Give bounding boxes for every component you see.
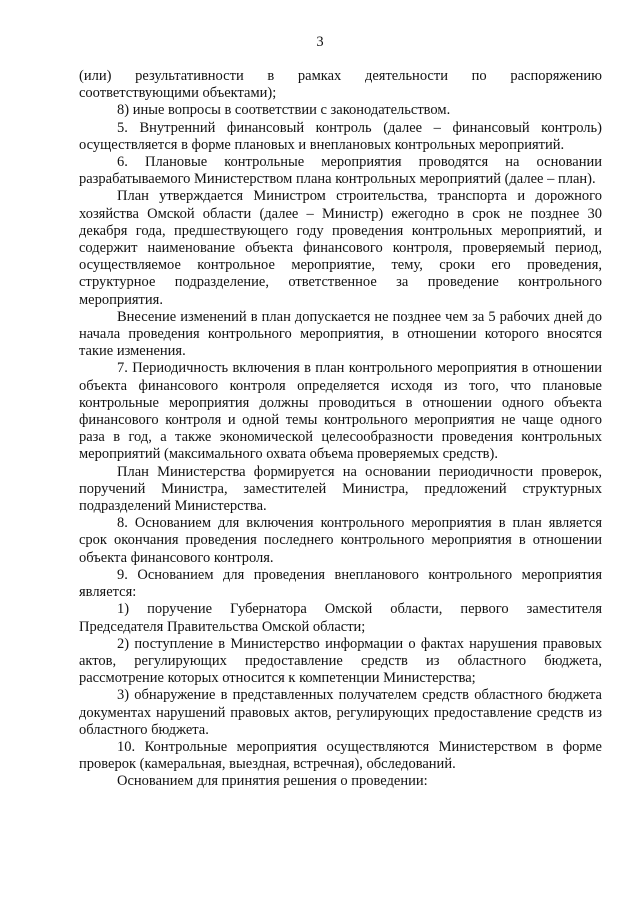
paragraph-plan-formation: План Министерства формируется на основании периодичности проверок, поручений Министра, заместителей Министра, предложений структурных подразделений Министерства. — [79, 463, 602, 515]
paragraph-9-item-3: 3) обнаружение в представленных получателем средств областного бюджета документах нарушений правовых актов, регулирующих предоставление средств из областного бюджета. — [79, 687, 602, 738]
paragraph-9-item-2: 2) поступление в Министерство информации о фактах нарушения правовых актов, регулирующих предоставление средств из областного бюджета, рассмотрение которых относится к компетенции Министерства; — [79, 635, 602, 687]
paragraph-decision-basis: Основанием для принятия решения о проведении: — [117, 773, 428, 790]
page-number: 3 — [316, 34, 324, 50]
paragraph-5: 5. Внутренний финансовый контроль (далее – финансовый контроль) осуществляется в форме плановых и внеплановых контрольных мероприятий. — [79, 119, 602, 153]
paragraph-7: 7. Периодичность включения в план контрольного мероприятия в отношении объекта финансового контроля определяется исходя из того, что плановые контрольные мероприятия должны проводиться в отношении одного объекта финансового контроля и одной темы контрольного мероприятия не чаще одного раза в год, а также экономической целесообразности проведения контрольных мероприятий (максимального охвата объема проверяемых средств). — [79, 360, 602, 463]
paragraph-item-8: 8) иные вопросы в соответствии с законодательством. — [117, 102, 451, 119]
paragraph-9-item-1: 1) поручение Губернатора Омской области, первого заместителя Председателя Правительства Омской области; — [79, 601, 602, 635]
paragraph-9: 9. Основанием для проведения внепланового контрольного мероприятия является: — [79, 566, 602, 601]
document-body — [79, 68, 602, 791]
paragraph-10: 10. Контрольные мероприятия осуществляются Министерством в форме проверок (камеральная, выездная, встречная), обследований. — [79, 738, 602, 773]
paragraph-8: 8. Основанием для включения контрольного мероприятия в план является срок окончания проведения последнего контрольного мероприятия в отношении объекта финансового контроля. — [79, 515, 602, 566]
paragraph-6: 6. Плановые контрольные мероприятия проводятся на основании разрабатываемого Министерством плана контрольных мероприятий (далее – план). — [79, 154, 602, 188]
paragraph-continuation: (или) результативности в рамках деятельности по распоряжению соответствующими объектами); — [79, 68, 602, 102]
paragraph-plan-approval: План утверждается Министром строительства, транспорта и дорожного хозяйства Омской области (далее – Министр) ежегодно в срок не позднее 30 декабря года, предшествующего году проведения контрольных мероприятий, и содержит наименование объекта финансового контроля, проверяемый период, осуществляемое контрольное мероприятие, тему, сроки его проведения, структурное подразделение, ответственное за проведение контрольного мероприятия. — [79, 188, 602, 308]
paragraph-plan-changes: Внесение изменений в план допускается не позднее чем за 5 рабочих дней до начала проведения контрольного мероприятия, в отношении которого вносятся такие изменения. — [79, 308, 602, 360]
